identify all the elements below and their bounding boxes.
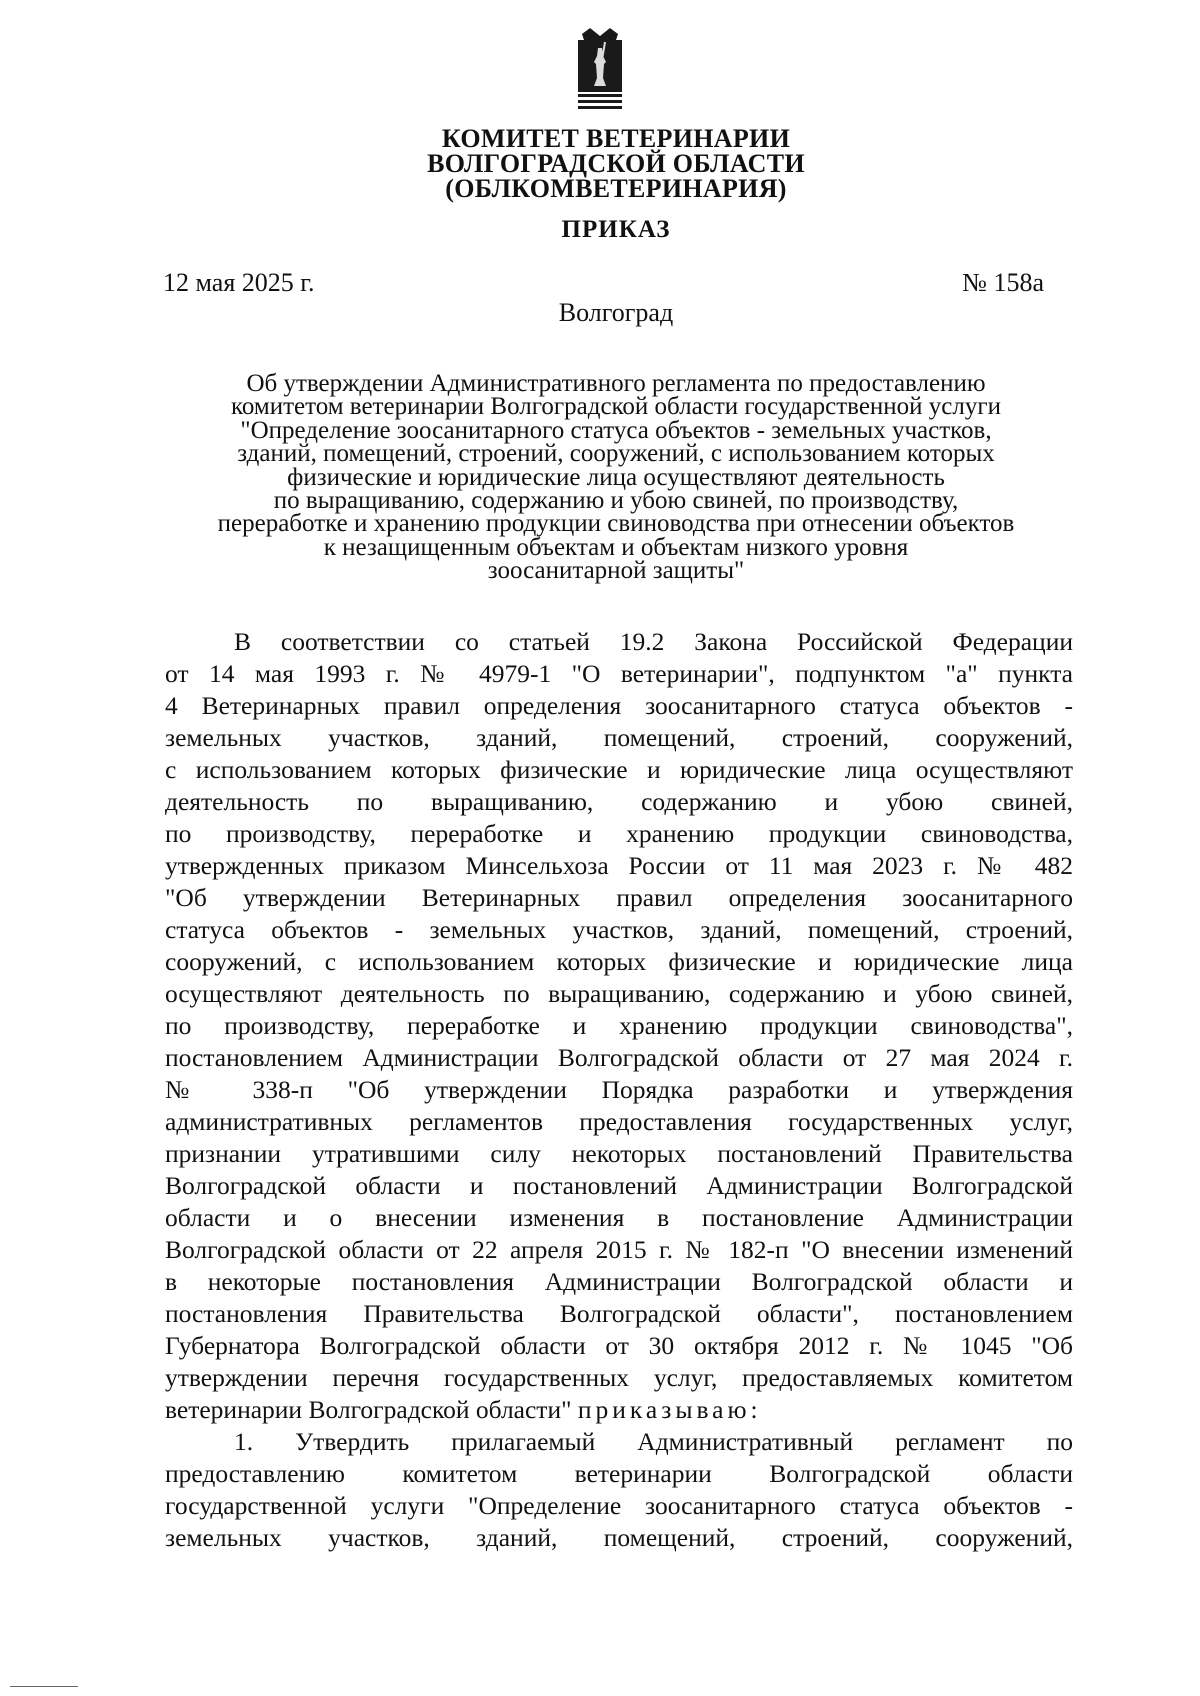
org-name-line-1: КОМИТЕТ ВЕТЕРИНАРИИ bbox=[441, 124, 791, 153]
body-line: В соответствии со статьей 19.2 Закона Российской Федерации bbox=[234, 627, 1073, 656]
body-line: утвержденных приказом Минсельхоза России от 11 мая 2023 г. № 482 bbox=[165, 851, 1073, 880]
org-name-line-2: ВОЛГОГРАДСКОЙ ОБЛАСТИ bbox=[427, 149, 805, 178]
item-1-line: земельных участков, зданий, помещений, строений, сооружений, bbox=[165, 1523, 1073, 1552]
title-line: "Определение зоосанитарного статуса объектов - земельных участков, bbox=[240, 416, 992, 444]
body-line: административных регламентов предоставления государственных услуг, bbox=[165, 1107, 1073, 1136]
org-name-line-3: (ОБЛКОМВЕТЕРИНАРИЯ) bbox=[445, 174, 787, 203]
title-line: комитетом ветеринарии Волгоградской области государственной услуги bbox=[230, 393, 1002, 421]
order-date: 12 мая 2025 г. bbox=[163, 268, 315, 297]
body-line: сооружений, с использованием которых физические и юридические лица bbox=[165, 947, 1073, 976]
scan-edge-mark bbox=[10, 1686, 78, 1687]
body-line: признании утратившими силу некоторых постановлений Правительства bbox=[165, 1139, 1073, 1168]
item-1-line: предоставлению комитетом ветеринарии Волгоградской области bbox=[165, 1459, 1073, 1488]
title-line: Об утверждении Административного регламента по предоставлению bbox=[246, 370, 986, 397]
title-line: к незащищенным объектам и объектам низкого уровня bbox=[323, 533, 909, 561]
order-number: № 158а bbox=[962, 268, 1044, 297]
body-line: Волгоградской области и постановлений Администрации Волгоградской bbox=[165, 1171, 1073, 1200]
body-line: осуществляют деятельность по выращиванию, содержанию и убою свиней, bbox=[165, 979, 1073, 1008]
order-title bbox=[150, 372, 1082, 583]
title-line: зданий, помещений, строений, сооружений, с использованием которых bbox=[237, 440, 995, 468]
item-1-line: государственной услуги "Определение зоосанитарного статуса объектов - bbox=[165, 1491, 1073, 1520]
body-line: 4 Ветеринарных правил определения зоосанитарного статуса объектов - bbox=[165, 691, 1073, 720]
body-line: от 14 мая 1993 г. № 4979-1 "О ветеринарии", подпунктом "а" пункта bbox=[165, 659, 1073, 688]
title-line: физические и юридические лица осуществляют деятельность bbox=[287, 463, 945, 491]
body-line: в некоторые постановления Администрации Волгоградской области и bbox=[165, 1267, 1073, 1296]
body-line: по производству, переработке и хранению продукции свиноводства", bbox=[165, 1011, 1073, 1040]
body-line: Волгоградской области от 22 апреля 2015 г. № 182-п "О внесении изменений bbox=[165, 1235, 1073, 1264]
title-line: переработке и хранению продукции свиноводства при отнесении объектов bbox=[217, 510, 1015, 538]
body-line: постановлением Администрации Волгоградской области от 27 мая 2024 г. bbox=[165, 1043, 1073, 1072]
body-line-final bbox=[165, 1394, 1073, 1426]
order-body bbox=[165, 626, 1073, 1554]
body-line: постановления Правительства Волгоградской области", постановлением bbox=[165, 1299, 1073, 1328]
body-line: утверждении перечня государственных услуг, предоставляемых комитетом bbox=[165, 1363, 1073, 1392]
body-line: с использованием которых физические и юридические лица осуществляют bbox=[165, 755, 1073, 784]
volgograd-coat-of-arms-icon bbox=[576, 28, 624, 112]
body-line: № 338-п "Об утверждении Порядка разработки и утверждения bbox=[165, 1075, 1073, 1104]
body-line: по производству, переработке и хранению продукции свиноводства, bbox=[165, 819, 1073, 848]
document-type: ПРИКАЗ bbox=[561, 216, 671, 243]
body-line-text: ветеринарии Волгоградской области" bbox=[165, 1395, 572, 1424]
item-1-line: 1. Утвердить прилагаемый Административный регламент по bbox=[234, 1427, 1073, 1456]
order-word: приказываю: bbox=[577, 1395, 762, 1424]
body-line: области и о внесении изменения в постановление Администрации bbox=[165, 1203, 1073, 1232]
body-line: статуса объектов - земельных участков, зданий, помещений, строений, bbox=[165, 915, 1073, 944]
body-line: деятельность по выращиванию, содержанию и убою свиней, bbox=[165, 787, 1073, 816]
title-line: по выращиванию, содержанию и убою свиней, по производству, bbox=[273, 487, 959, 515]
body-line: Губернатора Волгоградской области от 30 октября 2012 г. № 1045 "Об bbox=[165, 1331, 1073, 1360]
order-city: Волгоград bbox=[558, 298, 674, 327]
body-line: "Об утверждении Ветеринарных правил определения зоосанитарного bbox=[165, 883, 1073, 912]
body-line: земельных участков, зданий, помещений, строений, сооружений, bbox=[165, 723, 1073, 752]
title-line: зоосанитарной защиты" bbox=[487, 557, 745, 585]
